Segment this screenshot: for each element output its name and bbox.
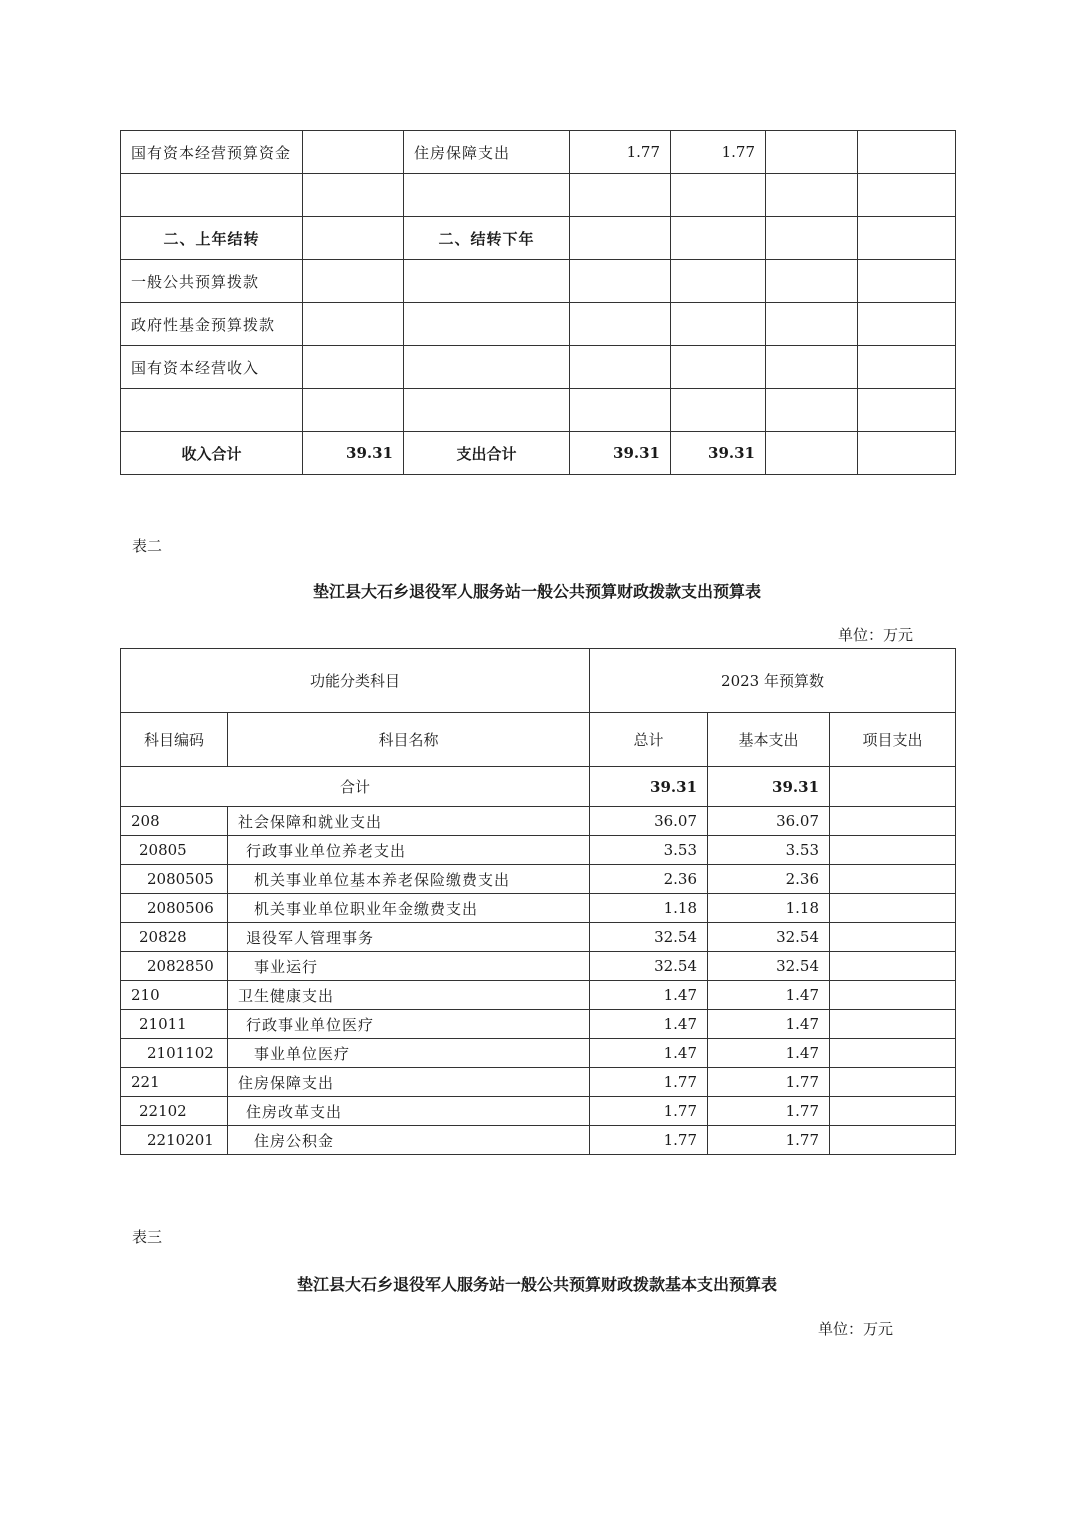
header-code: 科目编码: [121, 713, 228, 767]
subject-name: 事业运行: [228, 952, 590, 981]
income-item: 国有资本经营收入: [121, 346, 303, 389]
income-total-amount: 39.31: [303, 432, 404, 475]
row-basic: 1.47: [708, 1039, 830, 1068]
expense-item: [404, 260, 570, 303]
expense-col-5: [671, 303, 766, 346]
expense-col-6: [766, 217, 858, 260]
row-total: 32.54: [590, 923, 708, 952]
table-row: [121, 1010, 956, 1039]
row-project: [830, 1068, 956, 1097]
expense-item: [404, 346, 570, 389]
subject-code: 20805: [121, 836, 228, 865]
row-project: [830, 836, 956, 865]
expense-col-5: [671, 260, 766, 303]
row-basic: 2.36: [708, 865, 830, 894]
subject-name: 卫生健康支出: [228, 981, 590, 1010]
subject-name: 住房保障支出: [228, 1068, 590, 1097]
row-total: 1.77: [590, 1068, 708, 1097]
row-total: 36.07: [590, 807, 708, 836]
row-total: 1.47: [590, 981, 708, 1010]
expense-item: [404, 174, 570, 217]
income-amount: [303, 174, 404, 217]
row-project: [830, 894, 956, 923]
row-basic: 1.47: [708, 981, 830, 1010]
header-basic: 基本支出: [708, 713, 830, 767]
subject-name: 退役军人管理事务: [228, 923, 590, 952]
unit-label: 单位：万元: [818, 1320, 894, 1338]
subject-name: 事业单位医疗: [228, 1039, 590, 1068]
table-label: 表三: [132, 1228, 163, 1246]
subject-name: 行政事业单位养老支出: [228, 836, 590, 865]
expense-col-5: [671, 217, 766, 260]
expense-total: [570, 303, 671, 346]
expense-total-amount: 39.31: [570, 432, 671, 475]
expense-col-6: [766, 131, 858, 174]
expense-total: [570, 389, 671, 432]
header-row: [121, 713, 956, 767]
table-row: [121, 836, 956, 865]
header-row: [121, 649, 956, 713]
row-project: [830, 1126, 956, 1155]
subject-code: 2101102: [121, 1039, 228, 1068]
table-row: [121, 1068, 956, 1097]
subject-code: 21011: [121, 1010, 228, 1039]
row-total: 1.18: [590, 894, 708, 923]
row-basic: 1.77: [708, 1068, 830, 1097]
subject-code: 208: [121, 807, 228, 836]
row-total: 1.47: [590, 1039, 708, 1068]
subject-code: 22102: [121, 1097, 228, 1126]
table-row: [121, 217, 956, 260]
total-project: [830, 767, 956, 807]
table-row: [121, 865, 956, 894]
header-project: 项目支出: [830, 713, 956, 767]
header-total: 总计: [590, 713, 708, 767]
row-project: [830, 952, 956, 981]
general-budget-expenditure-table: [120, 648, 956, 1155]
total-row: [121, 767, 956, 807]
income-item: 一般公共预算拨款: [121, 260, 303, 303]
row-basic: 3.53: [708, 836, 830, 865]
expense-col-5: [671, 389, 766, 432]
expense-col-7: [858, 174, 956, 217]
subject-name: 机关事业单位职业年金缴费支出: [228, 894, 590, 923]
header-name: 科目名称: [228, 713, 590, 767]
subject-name: 机关事业单位基本养老保险缴费支出: [228, 865, 590, 894]
subject-name: 住房公积金: [228, 1126, 590, 1155]
row-basic: 36.07: [708, 807, 830, 836]
unit-label: 单位：万元: [838, 626, 914, 644]
income-amount: [303, 217, 404, 260]
row-total: 32.54: [590, 952, 708, 981]
subject-name: 行政事业单位医疗: [228, 1010, 590, 1039]
row-basic: 1.47: [708, 1010, 830, 1039]
expense-total-col-6: [766, 432, 858, 475]
expense-col-7: [858, 303, 956, 346]
expense-col-7: [858, 346, 956, 389]
expense-col-5: 1.77: [671, 131, 766, 174]
row-project: [830, 1097, 956, 1126]
expense-col-7: [858, 217, 956, 260]
row-total: 1.47: [590, 1010, 708, 1039]
row-basic: 32.54: [708, 923, 830, 952]
subject-name: 住房改革支出: [228, 1097, 590, 1126]
row-total: 2.36: [590, 865, 708, 894]
income-item: [121, 174, 303, 217]
subject-code: 2210201: [121, 1126, 228, 1155]
subject-code: 2080505: [121, 865, 228, 894]
header-functional-category: 功能分类科目: [121, 649, 590, 713]
row-project: [830, 1010, 956, 1039]
row-basic: 1.77: [708, 1126, 830, 1155]
expense-col-6: [766, 174, 858, 217]
income-section-heading: 二、上年结转: [121, 217, 303, 260]
table-label: 表二: [132, 537, 163, 555]
income-amount: [303, 389, 404, 432]
row-total: 1.77: [590, 1126, 708, 1155]
expense-col-7: [858, 389, 956, 432]
expense-col-6: [766, 389, 858, 432]
table-row: [121, 923, 956, 952]
table-row: [121, 981, 956, 1010]
table-row: [121, 1039, 956, 1068]
total-amount: 39.31: [590, 767, 708, 807]
header-budget-year: 2023 年预算数: [590, 649, 956, 713]
total-label: 合计: [121, 767, 590, 807]
income-amount: [303, 131, 404, 174]
income-expense-summary-table: [120, 130, 956, 475]
expense-total-label: 支出合计: [404, 432, 570, 475]
row-project: [830, 865, 956, 894]
row-basic: 1.77: [708, 1097, 830, 1126]
expense-item: 住房保障支出: [404, 131, 570, 174]
subject-code: 2080506: [121, 894, 228, 923]
expense-col-5: [671, 346, 766, 389]
expense-total-col-7: [858, 432, 956, 475]
expense-col-6: [766, 260, 858, 303]
income-item: [121, 389, 303, 432]
table-title: 垫江县大石乡退役军人服务站一般公共预算财政拨款基本支出预算表: [296, 1275, 777, 1294]
table-row: [121, 894, 956, 923]
expense-item: [404, 389, 570, 432]
table-row: [121, 807, 956, 836]
expense-item: [404, 303, 570, 346]
table-row: [121, 952, 956, 981]
subject-name: 社会保障和就业支出: [228, 807, 590, 836]
subject-code: 2082850: [121, 952, 228, 981]
expense-total: [570, 217, 671, 260]
row-project: [830, 1039, 956, 1068]
subject-code: 20828: [121, 923, 228, 952]
income-total-label: 收入合计: [121, 432, 303, 475]
table-row: [121, 174, 956, 217]
row-project: [830, 981, 956, 1010]
expense-total: [570, 346, 671, 389]
expense-col-6: [766, 303, 858, 346]
expense-total: [570, 174, 671, 217]
subject-code: 210: [121, 981, 228, 1010]
table-row: [121, 1126, 956, 1155]
expense-total-col-5: 39.31: [671, 432, 766, 475]
row-total: 1.77: [590, 1097, 708, 1126]
table-row: [121, 346, 956, 389]
total-row: [121, 432, 956, 475]
expense-total: [570, 260, 671, 303]
income-item: 政府性基金预算拨款: [121, 303, 303, 346]
table-title: 垫江县大石乡退役军人服务站一般公共预算财政拨款支出预算表: [312, 582, 761, 601]
total-basic: 39.31: [708, 767, 830, 807]
table-row: [121, 303, 956, 346]
income-amount: [303, 303, 404, 346]
table-row: [121, 389, 956, 432]
income-amount: [303, 346, 404, 389]
expense-col-5: [671, 174, 766, 217]
row-basic: 1.18: [708, 894, 830, 923]
row-total: 3.53: [590, 836, 708, 865]
table-row: [121, 131, 956, 174]
expense-col-7: [858, 260, 956, 303]
expense-total: 1.77: [570, 131, 671, 174]
expense-col-6: [766, 346, 858, 389]
expense-section-heading: 二、结转下年: [404, 217, 570, 260]
row-basic: 32.54: [708, 952, 830, 981]
table-row: [121, 260, 956, 303]
subject-code: 221: [121, 1068, 228, 1097]
row-project: [830, 807, 956, 836]
table-row: [121, 1097, 956, 1126]
income-item: 国有资本经营预算资金: [121, 131, 303, 174]
expense-col-7: [858, 131, 956, 174]
row-project: [830, 923, 956, 952]
income-amount: [303, 260, 404, 303]
